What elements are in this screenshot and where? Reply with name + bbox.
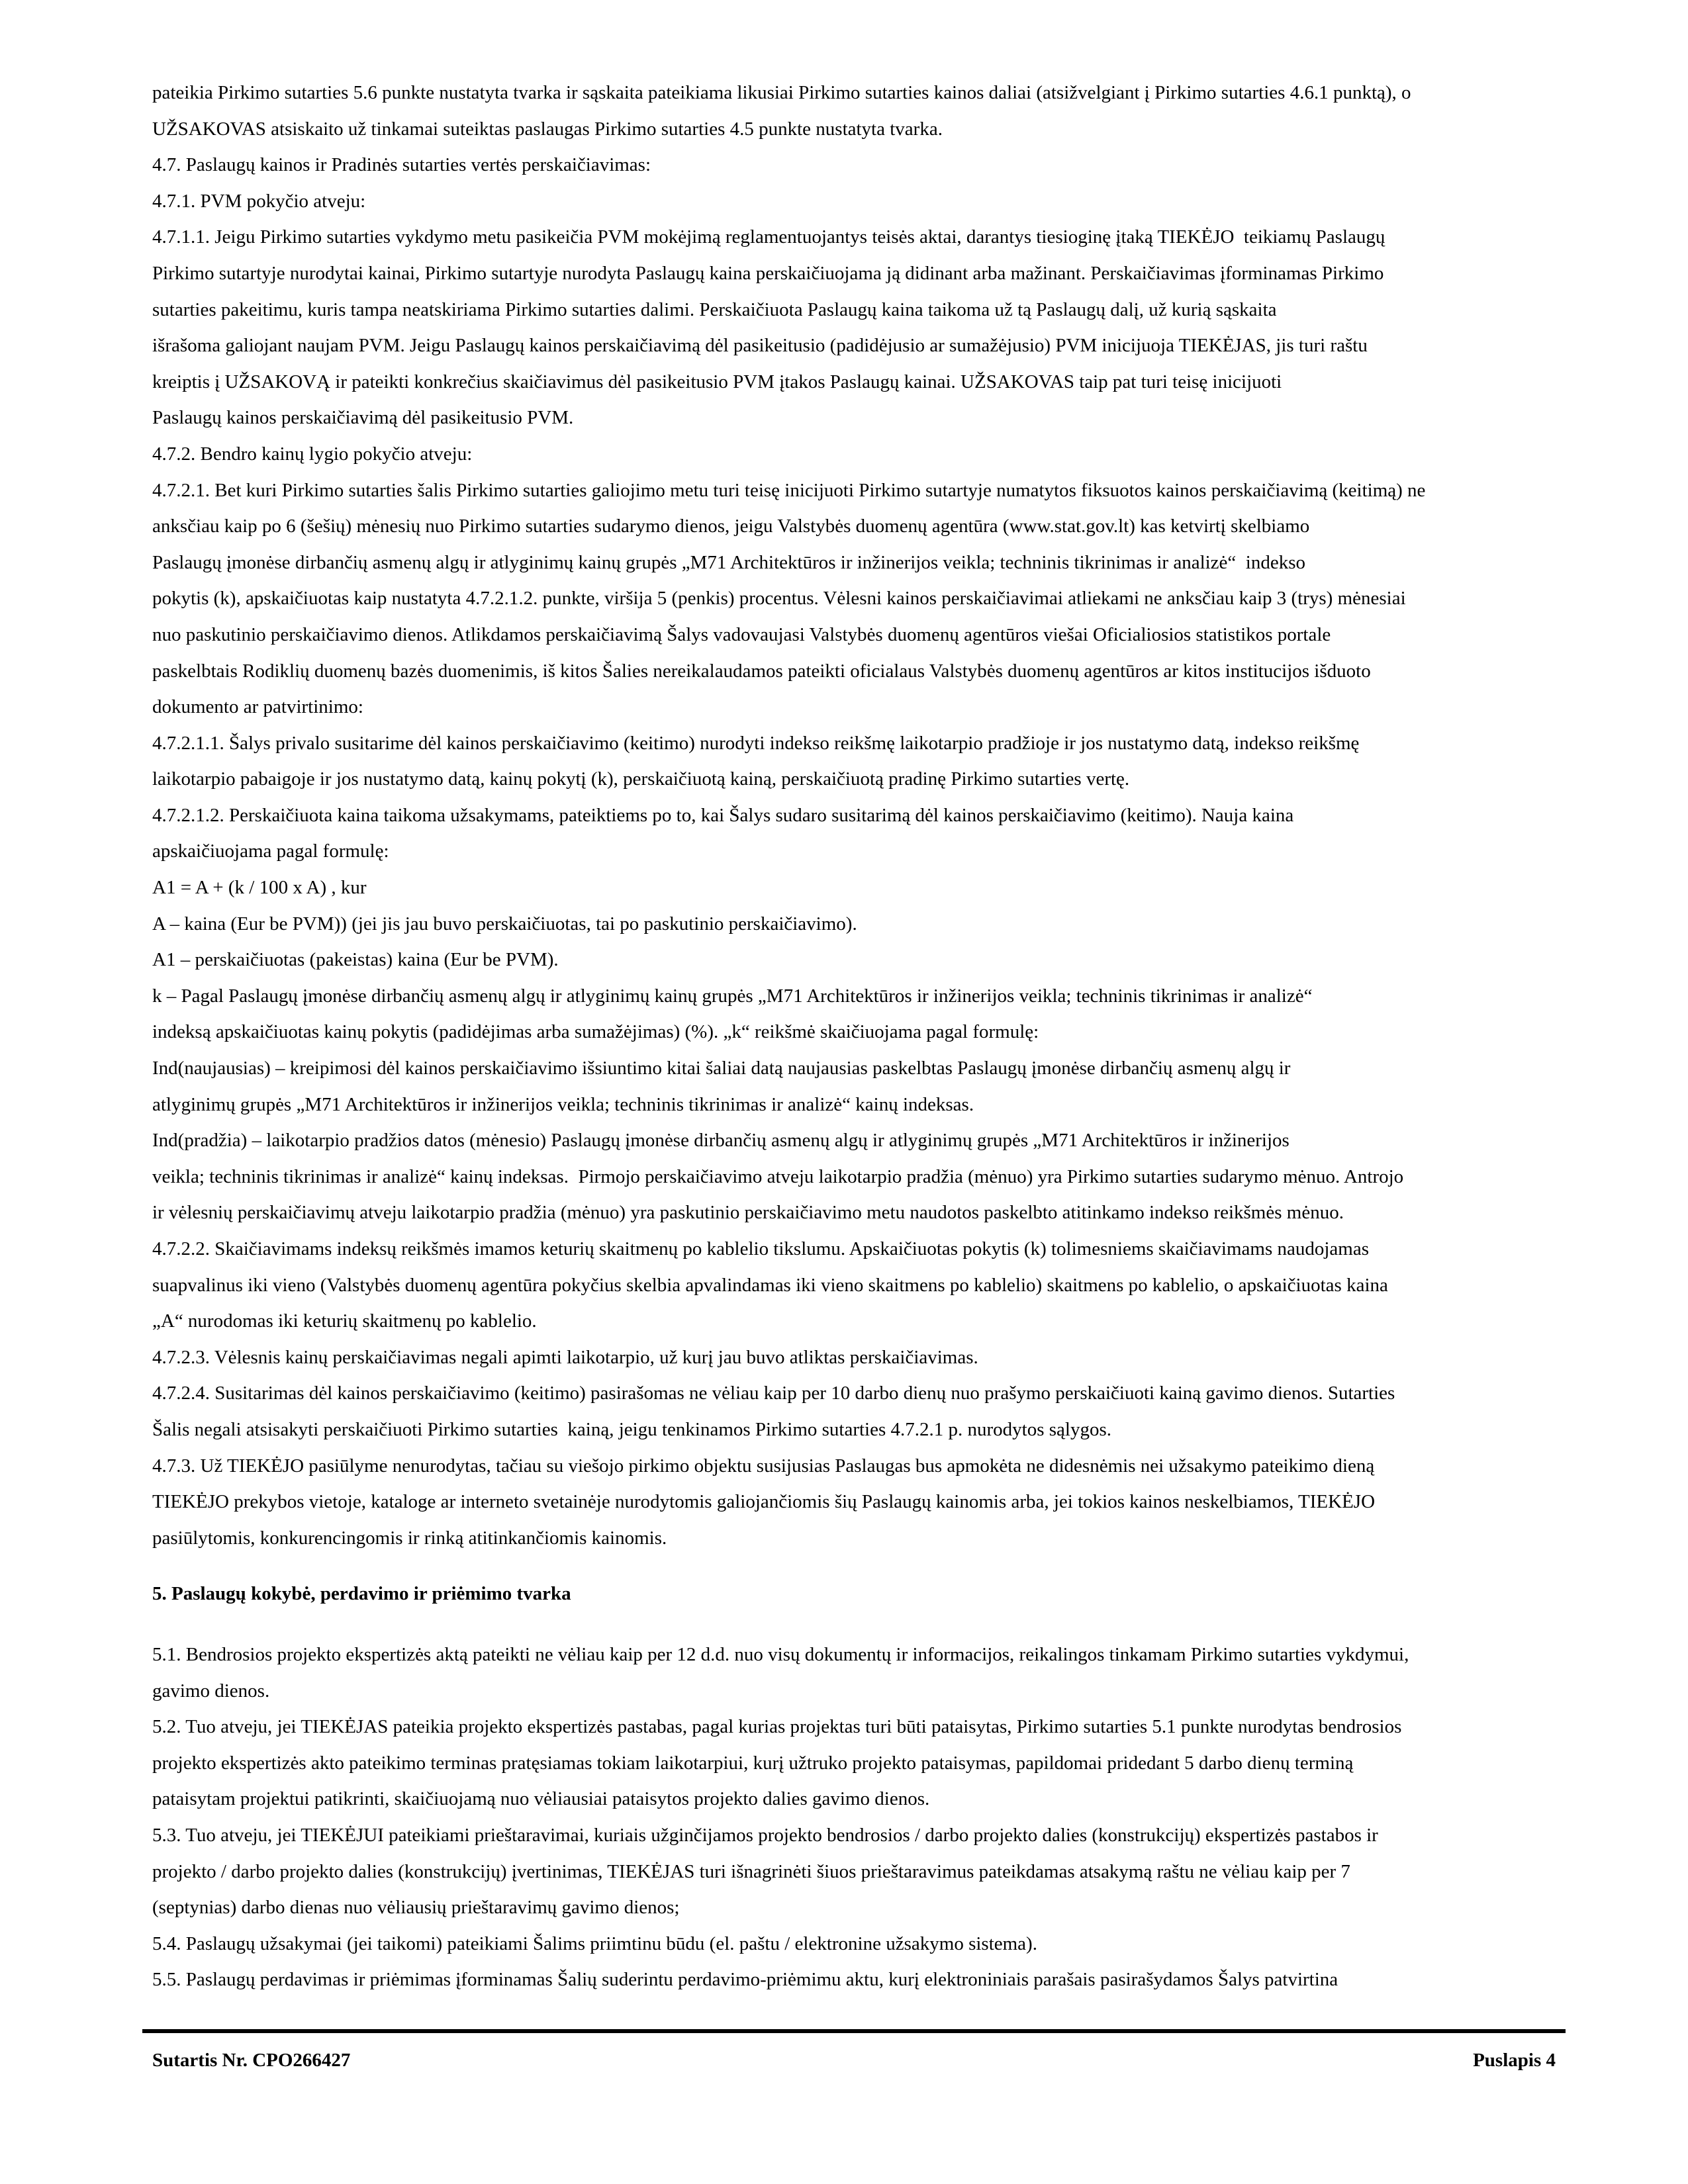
text-line: projekto ekspertizės akto pateikimo terminas pratęsiamas tokiam laikotarpiui, kurį užtruko projekto pataisymas, papildomai pridedant 5 darbo dienų terminą (152, 1752, 1354, 1774)
text-line: pokytis (k), apskaičiuotas kaip nustatyta 4.7.2.1.2. punkte, viršija 5 (penkis) procentus. Vėlesni kainos perskaičiavimai atliekami ne anksčiau kaip 3 (trys) mėnesiai (152, 588, 1406, 610)
text-line: projekto / darbo projekto dalies (konstrukcijų) įvertinimas, TIEKĖJAS turi išnagrinėti šiuos prieštaravimus pateikdamas atsakymą raštu ne vėliau kaip per 7 (152, 1860, 1350, 1882)
text-line: 4.7.2.1.1. Šalys privalo susitarime dėl kainos perskaičiavimo (keitimo) nurodyti indekso reikšmę laikotarpio pradžioje ir jos nustatymo datą, indekso reikšmę (152, 732, 1360, 754)
text-line: suapvalinus iki vieno (Valstybės duomenų agentūra pokyčius skelbia apvalindamas iki vieno skaitmens po kablelio) skaitmens po kablelio, o apskaičiuotas kaina (152, 1274, 1388, 1296)
text-line: (septynias) darbo dienas nuo vėliausių prieštaravimų gavimo dienos; (152, 1897, 680, 1919)
text-line: pataisytam projektui patikrinti, skaičiuojamą nuo vėliausiai pataisytos projekto dalies gavimo dienos. (152, 1788, 930, 1810)
text-line: 4.7.2. Bendro kainų lygio pokyčio atveju: (152, 443, 473, 465)
text-line: 5.5. Paslaugų perdavimas ir priėmimas įforminamas Šalių suderintu perdavimo-priėmimu aktu, kurį elektroniniais parašais pasirašydamos Šalys patvirtina (152, 1969, 1338, 1991)
text-line: Paslaugų kainos perskaičiavimą dėl pasikeitusio PVM. (152, 407, 574, 429)
text-line: A1 – perskaičiuotas (pakeistas) kaina (Eur be PVM). (152, 949, 559, 971)
text-line: veikla; techninis tikrinimas ir analizė“ kainų indeksas. Pirmojo perskaičiavimo atveju laikotarpio pradžia (mėnuo) yra Pirkimo sutarties sudarymo mėnuo. Antrojo (152, 1165, 1404, 1187)
text-line: 5.4. Paslaugų užsakymai (jei taikomi) pateikiami Šalims priimtinu būdu (el. paštu / elektronine užsakymo sistema). (152, 1933, 1037, 1954)
text-line: anksčiau kaip po 6 (šešių) mėnesių nuo Pirkimo sutarties sudarymo dienos, jeigu Valstybės duomenų agentūra (www.stat.gov.lt) kas ketvirtį skelbiamo (152, 516, 1310, 537)
body-text (152, 75, 1575, 1556)
text-line: dokumento ar patvirtinimo: (152, 696, 363, 718)
text-line: 5.1. Bendrosios projekto ekspertizės aktą pateikti ne vėliau kaip per 12 d.d. nuo visų dokumentų ir informacijos, reikalingos tinkamam Pirkimo sutarties vykdymui, (152, 1644, 1409, 1665)
text-line: Pirkimo sutartyje nurodytai kainai, Pirkimo sutartyje nurodyta Paslaugų kaina perskaičiuojama ją didinant arba mažinant. Perskaičiavimas įforminamas Pirkimo (152, 262, 1384, 284)
text-line: 4.7.2.3. Vėlesnis kainų perskaičiavimas negali apimti laikotarpio, už kurį jau buvo atliktas perskaičiavimas. (152, 1346, 978, 1368)
text-line: atlyginimų grupės „M71 Architektūros ir inžinerijos veikla; techninis tikrinimas ir analizė“ kainų indeksas. (152, 1093, 974, 1115)
text-line: TIEKĖJO prekybos vietoje, kataloge ar interneto svetainėje nurodytomis galiojančiomis šių Paslaugų kainomis arba, jei tokios kainos neskelbiamos, TIEKĖJO (152, 1491, 1376, 1513)
text-line: 4.7.2.4. Susitarimas dėl kainos perskaičiavimo (keitimo) pasirašomas ne vėliau kaip per 10 darbo dienų nuo prašymo perskaičiuoti kainą gavimo dienos. Sutarties (152, 1383, 1395, 1404)
text-line: sutarties pakeitimu, kuris tampa neatskiriama Pirkimo sutarties dalimi. Perskaičiuota Paslaugų kaina taikoma už tą Paslaugų dalį, už kurią sąskaita (152, 298, 1277, 320)
contract-number: Sutartis Nr. CPO266427 (152, 2050, 351, 2071)
text-line: pateikia Pirkimo sutarties 5.6 punkte nustatyta tvarka ir sąskaita pateikiama likusiai Pirkimo sutarties kainos daliai (atsižvelgiant į Pirkimo sutarties 4.6.1 punktą), o (152, 82, 1411, 103)
text-line: 5.2. Tuo atveju, jei TIEKĖJAS pateikia projekto ekspertizės pastabas, pagal kurias projektas turi būti pataisytas, Pirkimo sutarties 5.1 punkte nurodytas bendrosios (152, 1716, 1402, 1738)
text-line: kreiptis į UŽSAKOVĄ ir pateikti konkrečius skaičiavimus dėl pasikeitusio PVM įtakos Paslaugų kainai. UŽSAKOVAS taip pat turi teisę inicijuoti (152, 371, 1282, 392)
text-line: 4.7.1. PVM pokyčio atveju: (152, 190, 366, 212)
text-line: 4.7.1.1. Jeigu Pirkimo sutarties vykdymo metu pasikeičia PVM mokėjimą reglamentuojantys teisės aktai, darantys tiesioginę įtaką TIEKĖJO teikiamų Paslaugų (152, 226, 1385, 248)
text-line: 4.7.3. Už TIEKĖJO pasiūlyme nenurodytas, tačiau su viešojo pirkimo objektu susijusias Paslaugas bus apmokėta ne didesnėmis nei užsakymo pateikimo dieną (152, 1455, 1375, 1477)
text-line: 4.7.2.1. Bet kuri Pirkimo sutarties šalis Pirkimo sutarties galiojimo metu turi teisę inicijuoti Pirkimo sutartyje numatytos fiksuotos kainos perskaičiavimą (keitimą) ne (152, 479, 1426, 501)
section-5-text (152, 1637, 1575, 1998)
page-number: Puslapis 4 (1473, 2050, 1556, 2071)
footer-divider (142, 2029, 1566, 2033)
text-line: paskelbtais Rodiklių duomenų bazės duomenimis, iš kitos Šalies nereikalaudamos pateikti oficialaus Valstybės duomenų agentūros ar kitos institucijos išduoto (152, 660, 1371, 682)
text-line: Paslaugų įmonėse dirbančių asmenų algų ir atlyginimų kainų grupės „M71 Architektūros ir inžinerijos veikla; techninis tikrinimas ir analizė“ indekso (152, 551, 1306, 573)
section-heading: 5. Paslaugų kokybė, perdavimo ir priėmimo tvarka (152, 1583, 571, 1604)
text-line: Ind(naujausias) – kreipimosi dėl kainos perskaičiavimo išsiuntimo kitai šaliai datą naujausias paskelbtas Paslaugų įmonėse dirbančių asmenų algų ir (152, 1058, 1291, 1079)
text-line: ir vėlesnių perskaičiavimų atveju laikotarpio pradžia (mėnuo) yra paskutinio perskaičiavimo metu naudotos paskelbto atitinkamo indekso reikšmės mėnuo. (152, 1202, 1344, 1224)
text-line: 4.7.2.1.2. Perskaičiuota kaina taikoma užsakymams, pateiktiems po to, kai Šalys sudaro susitarimą dėl kainos perskaičiavimo (keitimo). Nauja kaina (152, 804, 1294, 826)
text-line: 4.7.2.2. Skaičiavimams indeksų reikšmės imamos keturių skaitmenų po kablelio tikslumu. Apskaičiuotas pokytis (k) tolimesniems skaičiavimams naudojamas (152, 1238, 1370, 1259)
text-line: k – Pagal Paslaugų įmonėse dirbančių asmenų algų ir atlyginimų kainų grupės „M71 Architektūros ir inžinerijos veikla; techninis tikrinimas ir analizė“ (152, 985, 1313, 1007)
text-line: gavimo dienos. (152, 1680, 270, 1702)
text-line: 4.7. Paslaugų kainos ir Pradinės sutarties vertės perskaičiavimas: (152, 154, 651, 176)
text-line: Ind(pradžia) – laikotarpio pradžios datos (mėnesio) Paslaugų įmonėse dirbančių asmenų algų ir atlyginimų grupės „M71 Architektūros ir inžinerijos (152, 1130, 1289, 1152)
text-line: A1 = A + (k / 100 x A) , kur (152, 877, 367, 899)
text-line: laikotarpio pabaigoje ir jos nustatymo datą, kainų pokytį (k), perskaičiuotą kainą, perskaičiuotą pradinę Pirkimo sutarties vertę. (152, 768, 1130, 790)
text-line: A – kaina (Eur be PVM)) (jei jis jau buvo perskaičiuotas, tai po paskutinio perskaičiavimo). (152, 913, 857, 934)
text-line: 5.3. Tuo atveju, jei TIEKĖJUI pateikiami prieštaravimai, kuriais užginčijamos projekto bendrosios / darbo projekto dalies (konstrukcijų) ekspertizės pastabos ir (152, 1824, 1378, 1846)
text-line: pasiūlytomis, konkurencingomis ir rinką atitinkančiomis kainomis. (152, 1527, 667, 1549)
text-line: Šalis negali atsisakyti perskaičiuoti Pirkimo sutarties kainą, jeigu tenkinamos Pirkimo sutarties 4.7.2.1 p. nurodytos sąlygos. (152, 1418, 1112, 1440)
text-line: „A“ nurodomas iki keturių skaitmenų po kablelio. (152, 1310, 537, 1332)
text-line: apskaičiuojama pagal formulę: (152, 841, 389, 862)
text-line: išrašoma galiojant naujam PVM. Jeigu Paslaugų kainos perskaičiavimą dėl pasikeitusio (padidėjusio ar sumažėjusio) PVM inicijuoja TIEKĖJAS, jis turi raštu (152, 335, 1368, 357)
text-line: nuo paskutinio perskaičiavimo dienos. Atlikdamos perskaičiavimą Šalys vadovaujasi Valstybės duomenų agentūros viešai Oficialiosios statistikos portale (152, 623, 1331, 645)
text-line: UŽSAKOVAS atsiskaito už tinkamai suteiktas paslaugas Pirkimo sutarties 4.5 punkte nustatyta tvarka. (152, 118, 943, 140)
text-line: indeksą apskaičiuotas kainų pokytis (padidėjimas arba sumažėjimas) (%). „k“ reikšmė skaičiuojama pagal formulę: (152, 1021, 1039, 1043)
